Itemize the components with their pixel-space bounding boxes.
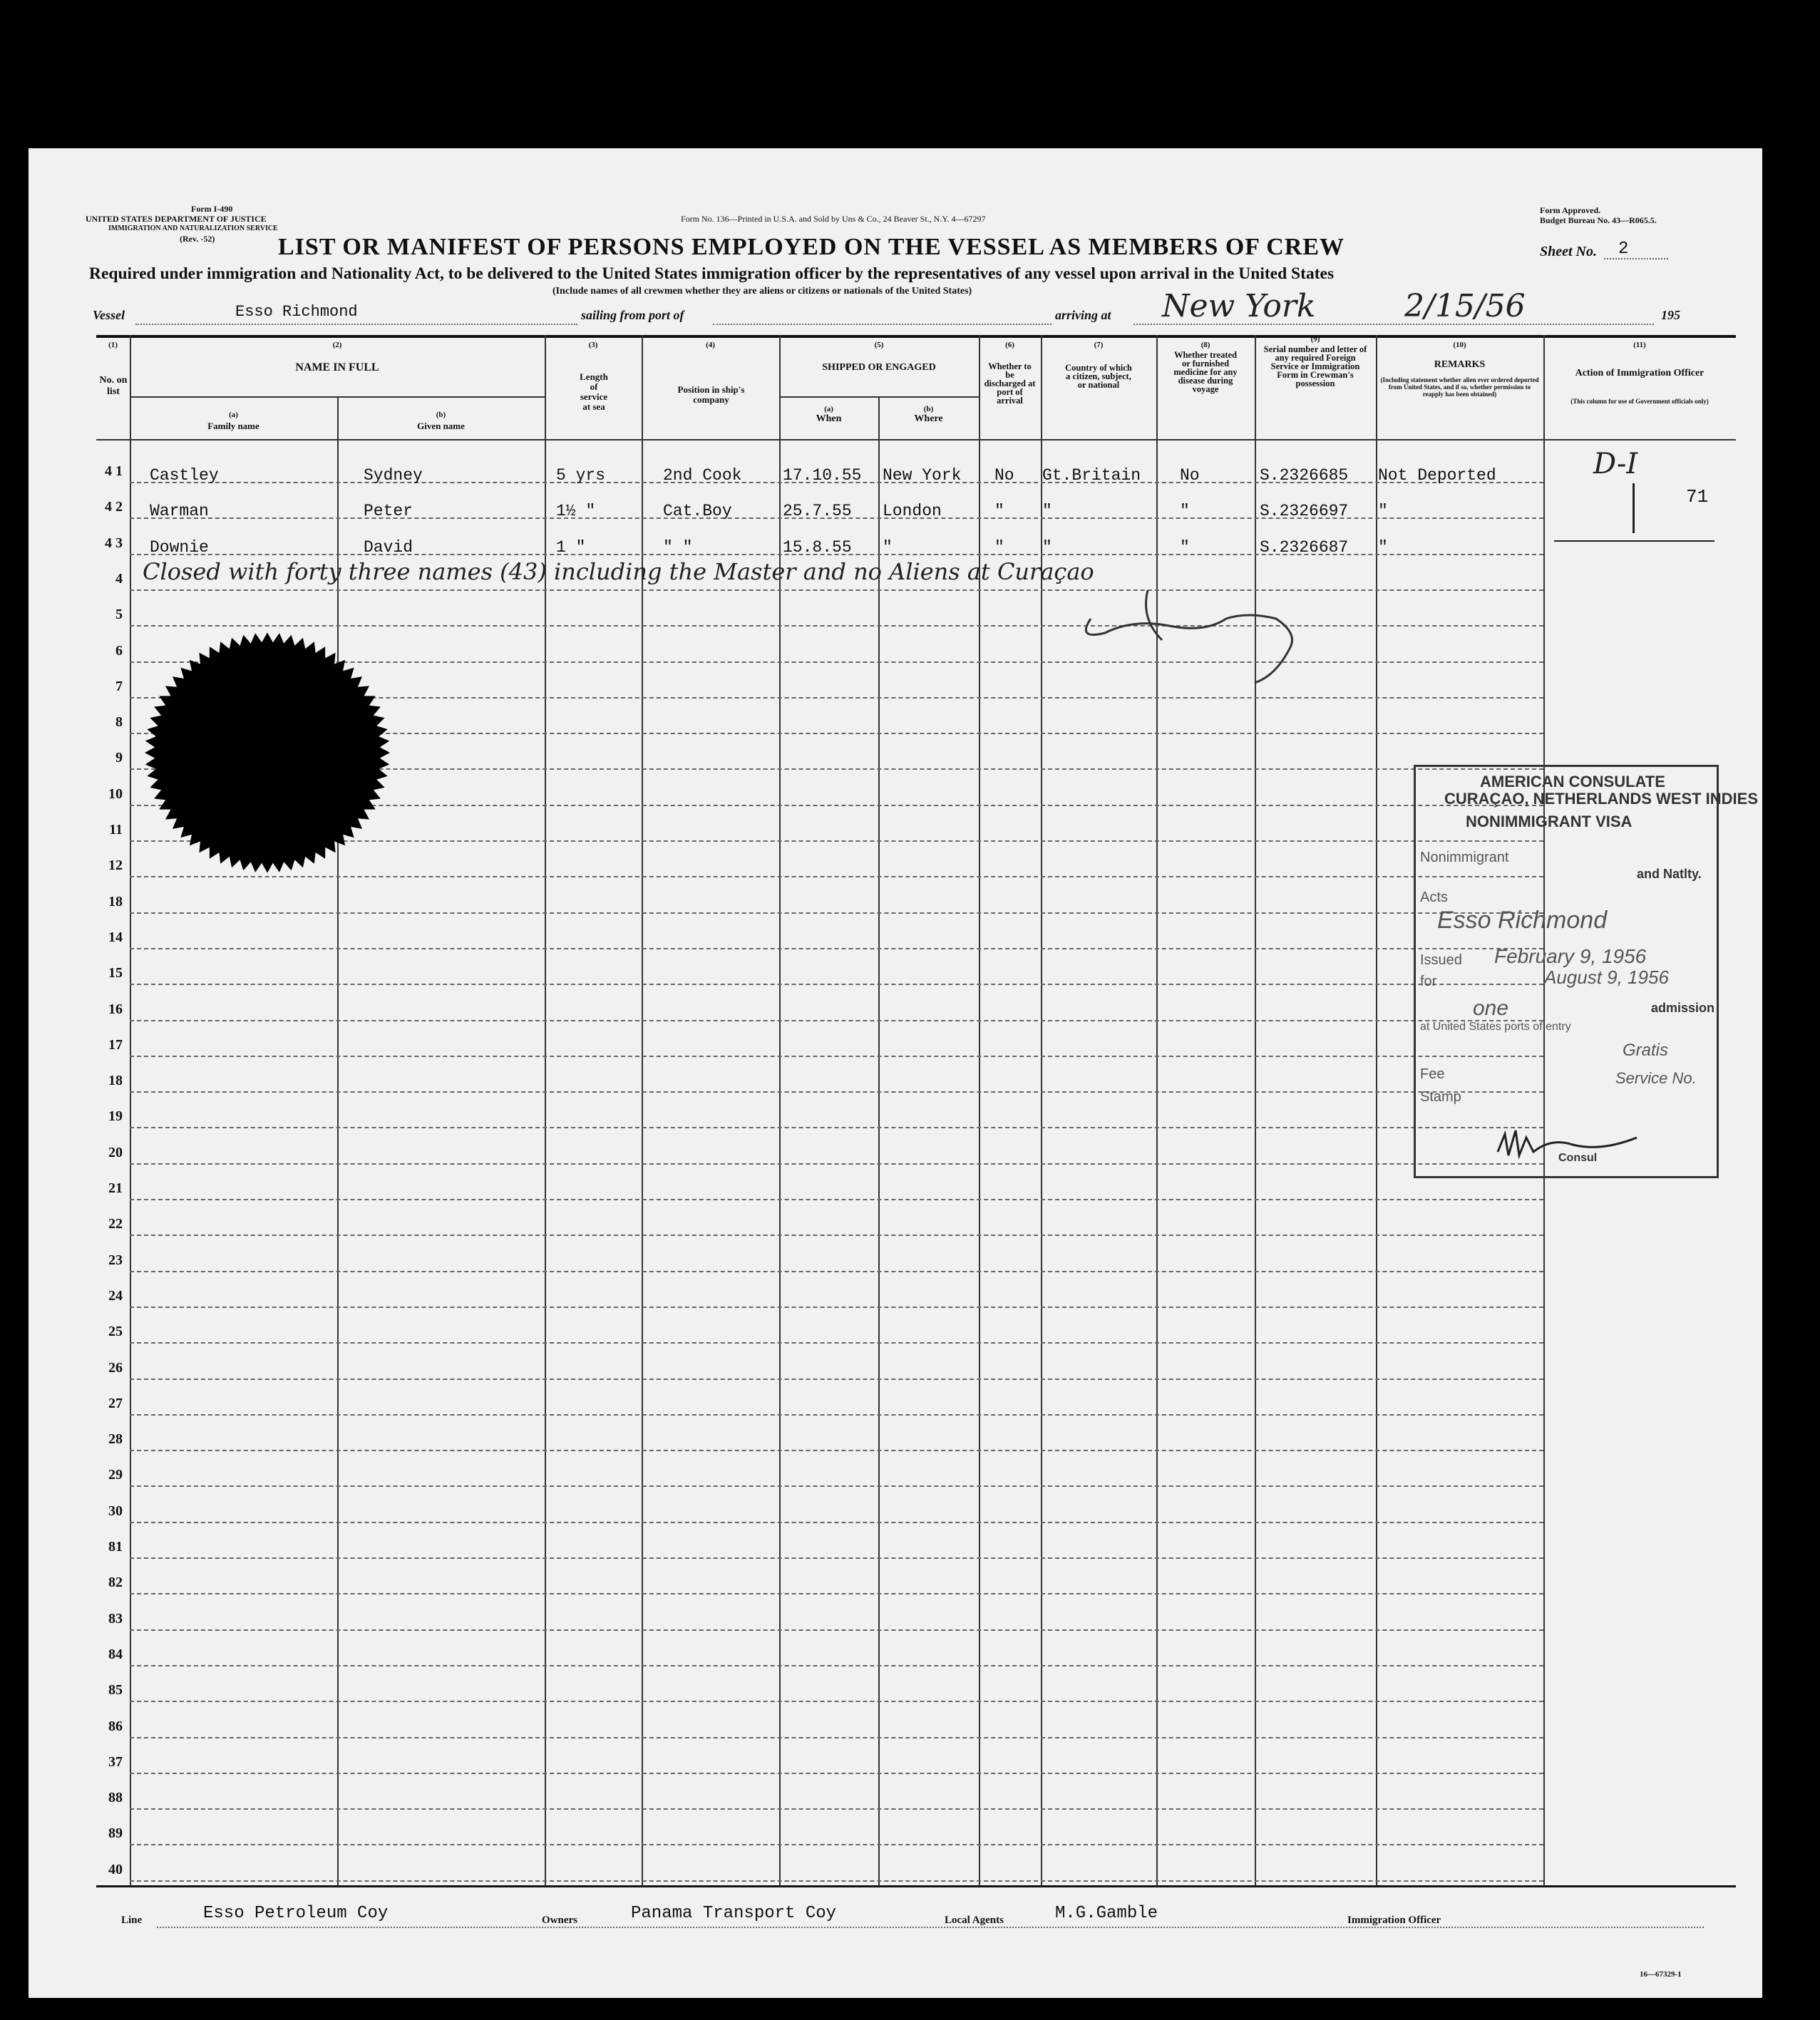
row-number: 81 <box>108 1539 123 1555</box>
officer-mark: D-I <box>1593 448 1638 480</box>
crew-remarks: Not Deported <box>1378 466 1496 485</box>
revision: (Rev. -52) <box>180 234 215 244</box>
row-line <box>130 1307 1543 1308</box>
row-number: 28 <box>108 1431 123 1448</box>
row-number: 8 <box>115 714 123 731</box>
col2a-letter: (a) <box>229 411 238 419</box>
row-number: 27 <box>108 1395 123 1411</box>
stamp-admission: admission <box>1651 1001 1715 1015</box>
col-rule <box>1156 335 1158 1886</box>
crew-when: 15.8.55 <box>783 537 852 557</box>
crew-length: 1½ " <box>556 502 596 521</box>
shipped-split-rule <box>779 396 979 398</box>
row-number: 17 <box>108 1036 123 1053</box>
crew-serial: S.2326687 <box>1260 537 1349 557</box>
crew-when: 17.10.55 <box>783 466 862 485</box>
col5-header: SHIPPED OR ENGAGED <box>822 362 936 373</box>
col6-number: (6) <box>1005 341 1014 349</box>
stamp-fee-hand: Gratis <box>1623 1041 1669 1060</box>
officer-label: Immigration Officer <box>1347 1915 1441 1926</box>
stamp-for: for <box>1420 974 1437 989</box>
row-number: 7 <box>115 678 123 694</box>
row-number: 29 <box>108 1467 123 1483</box>
budget-bureau: Budget Bureau No. 43—R065.5. <box>1540 215 1657 225</box>
col3-number: (3) <box>588 341 598 349</box>
officer-number: 71 <box>1686 486 1709 507</box>
row-line <box>130 1342 1543 1344</box>
crew-given: Sydney <box>364 466 423 485</box>
row-line <box>130 1235 1543 1236</box>
row-line <box>130 1522 1543 1523</box>
col9-header: Serial number and letter of any required Foreign Service or Immigration Form in Crewman's possession <box>1263 344 1367 388</box>
row-number: 4 <box>115 570 123 587</box>
stamp-vessel-hand: Esso Richmond <box>1437 907 1608 934</box>
row-line <box>130 912 1543 914</box>
row-number: 6 <box>115 642 123 659</box>
col11-note: (This column for use of Government officials only) <box>1570 398 1709 405</box>
row-number: 25 <box>108 1324 123 1340</box>
row-number: 18 <box>108 1073 123 1089</box>
row-number: 40 <box>108 1861 123 1877</box>
sheet-label: Sheet No. <box>1540 244 1597 259</box>
arriving-port: New York <box>1162 288 1316 324</box>
col5b-header: Where <box>914 413 943 424</box>
crew-length: 1 " <box>556 537 586 557</box>
stamp-issued-date: February 9, 1956 <box>1494 945 1647 967</box>
row-number: 5 <box>115 607 123 623</box>
col5-number: (5) <box>874 341 884 349</box>
row-line <box>130 1091 1543 1093</box>
row-line <box>130 1808 1543 1810</box>
row-line <box>130 1020 1543 1021</box>
row-number: 12 <box>108 857 123 874</box>
agency-line: UNITED STATES DEPARTMENT OF JUSTICE <box>86 214 267 224</box>
crew-discharged: " <box>994 537 1004 557</box>
crew-treated: " <box>1180 502 1190 521</box>
crew-where: " <box>883 537 893 557</box>
row-number: 21 <box>108 1180 123 1196</box>
row-number: 88 <box>108 1790 123 1806</box>
stamp-stamp: Stamp <box>1420 1089 1461 1105</box>
stamp-location: CURAÇAO, NETHERLANDS WEST INDIES <box>1444 790 1759 808</box>
crew-given: Peter <box>364 502 413 521</box>
row-line <box>130 1271 1543 1272</box>
arriving-line <box>1133 324 1654 325</box>
stamp-consulate: AMERICAN CONSULATE <box>1480 773 1665 790</box>
crew-position: " " <box>663 537 693 557</box>
col-rule <box>130 335 131 1886</box>
row-line <box>130 1557 1543 1559</box>
row-number: 30 <box>108 1503 123 1519</box>
col7-header: Country of which a citizen, subject, or national <box>1065 363 1132 390</box>
stamp-natlty: and Natlty. <box>1637 867 1702 881</box>
stamp-ports: at United States ports of entry <box>1420 1021 1571 1033</box>
col7-number: (7) <box>1094 341 1104 349</box>
crew-family: Warman <box>150 502 209 521</box>
crew-serial: S.2326685 <box>1260 466 1349 485</box>
row-number: 85 <box>108 1682 123 1699</box>
row-line <box>130 1379 1543 1380</box>
crew-treated: No <box>1180 466 1200 485</box>
col5a-letter: (a) <box>824 405 833 413</box>
col2-header: NAME IN FULL <box>295 361 379 373</box>
col5a-header: When <box>816 413 842 424</box>
stamp-fee: Fee <box>1420 1066 1445 1082</box>
col-rule <box>1255 335 1256 1886</box>
row-line <box>130 1414 1543 1416</box>
row-number: 4 3 <box>105 535 123 551</box>
col4-header: Position in ship's company <box>677 384 745 405</box>
crew-family: Castley <box>150 466 219 485</box>
row-number: 26 <box>108 1359 123 1376</box>
crew-discharged: No <box>994 466 1014 485</box>
row-number: 84 <box>108 1646 123 1662</box>
col11-number: (11) <box>1633 341 1646 349</box>
crew-treated: " <box>1180 537 1190 557</box>
stamp-nonimmigrant: Nonimmigrant <box>1420 850 1509 865</box>
row-number: 37 <box>108 1753 123 1770</box>
row-number: 22 <box>108 1216 123 1232</box>
row-number: 14 <box>108 929 123 945</box>
crew-position: Cat.Boy <box>663 502 732 521</box>
include-note: (Include names of all crewmen whether they are aliens or citizens or nationals of the United States) <box>552 286 972 297</box>
crew-remarks: " <box>1378 537 1388 557</box>
col6-header: Whether to be discharged at port of arrival <box>984 361 1036 406</box>
crew-remarks: " <box>1378 502 1388 521</box>
col-rule <box>878 398 880 1886</box>
row-line <box>130 1127 1543 1128</box>
service-line: IMMIGRATION AND NATURALIZATION SERVICE <box>108 225 278 232</box>
manifest-sheet <box>29 148 1762 1998</box>
col2a-header: Family name <box>207 421 259 431</box>
row-number: 83 <box>108 1610 123 1627</box>
agents-label: Local Agents <box>945 1915 1004 1926</box>
col11-header: Action of Immigration Officer <box>1575 368 1705 378</box>
closing-note: Closed with forty three names (43) including the Master and no Aliens at Curaçao <box>143 558 1094 585</box>
row-number: 4 1 <box>105 463 123 479</box>
form-number-left: Form I-490 <box>191 204 233 214</box>
stamp-valid-until: August 9, 1956 <box>1544 967 1669 988</box>
stamp-service-hand: Service No. <box>1615 1069 1697 1087</box>
row-number: 10 <box>108 785 123 802</box>
stamp-one: one <box>1473 996 1509 1020</box>
col2b-header: Given name <box>417 421 465 431</box>
col10-number: (10) <box>1453 341 1466 349</box>
sheet-line <box>1604 258 1668 259</box>
vessel-name: Esso Richmond <box>235 303 358 321</box>
header-rule <box>96 439 1736 440</box>
crew-country: " <box>1042 537 1052 557</box>
table-bottom-rule <box>96 1885 1736 1887</box>
row-line <box>130 1737 1543 1738</box>
arrival-date: 2/15/56 <box>1404 288 1526 324</box>
printer-note: Form No. 136—Printed in U.S.A. and Sold by Uns & Co., 24 Beaver St., N.Y. 4—67297 <box>681 214 986 224</box>
row-line <box>130 1056 1543 1057</box>
col9-number: (9) <box>1310 335 1320 344</box>
row-line <box>130 1880 1543 1882</box>
crew-country: Gt.Britain <box>1042 466 1141 485</box>
row-number: 20 <box>108 1144 123 1160</box>
row-line <box>130 1773 1543 1774</box>
col-rule <box>1376 335 1377 1886</box>
page-title: LIST OR MANIFEST OF PERSONS EMPLOYED ON THE VESSEL AS MEMBERS OF CREW <box>278 234 1345 260</box>
col1-number: (1) <box>108 341 118 349</box>
page-subtitle: Required under immigration and Nationality Act, to be delivered to the United States immigration officer by the representatives of any vessel upon arrival in the United States <box>89 264 1335 283</box>
col4-number: (4) <box>706 341 715 349</box>
row-number: 23 <box>108 1252 123 1268</box>
inspector-signature <box>1062 576 1362 690</box>
row-line <box>130 984 1543 985</box>
stamp-visa-type: NONIMMIGRANT VISA <box>1466 813 1633 830</box>
crew-where: New York <box>883 466 962 485</box>
col8-header: Whether treated or furnished medicine for any disease during voyage <box>1173 350 1238 394</box>
officer-tick <box>1633 483 1635 533</box>
row-line <box>130 1199 1543 1200</box>
stamp-issued: Issued <box>1420 952 1462 968</box>
sailing-line <box>713 324 1052 325</box>
owners-label: Owners <box>542 1915 577 1926</box>
col2-number: (2) <box>332 341 342 349</box>
stamp-consul: Consul <box>1558 1152 1598 1164</box>
row-number: 19 <box>108 1108 123 1125</box>
crew-where: London <box>883 502 942 521</box>
vessel-label: Vessel <box>93 308 125 322</box>
row-line <box>130 948 1543 949</box>
line-value: Esso Petroleum Coy <box>203 1904 389 1923</box>
officer-underline <box>1554 540 1714 542</box>
crew-length: 5 yrs <box>556 466 606 485</box>
row-line <box>130 1485 1543 1487</box>
crew-given: David <box>364 537 413 557</box>
sailing-label: sailing from port of <box>581 308 684 322</box>
row-number: 86 <box>108 1718 123 1734</box>
row-line <box>130 1163 1543 1165</box>
row-number: 11 <box>109 822 123 838</box>
crew-family: Downie <box>150 537 209 557</box>
crew-serial: S.2326697 <box>1260 502 1349 521</box>
row-line <box>130 1593 1543 1594</box>
table-top-rule <box>96 335 1736 338</box>
row-number: 4 2 <box>105 499 123 515</box>
row-number: 89 <box>108 1825 123 1842</box>
footer-line <box>157 1927 1704 1928</box>
row-number: 16 <box>108 1001 123 1017</box>
row-number: 18 <box>108 893 123 909</box>
crew-position: 2nd Cook <box>663 466 742 485</box>
row-number: 9 <box>115 750 123 766</box>
year-label: 195 <box>1661 308 1680 322</box>
owners-value: Panama Transport Coy <box>631 1904 837 1923</box>
row-line <box>130 1701 1543 1702</box>
arriving-label: arriving at <box>1055 308 1111 322</box>
agents-value: M.G.Gamble <box>1055 1904 1158 1923</box>
col8-number: (8) <box>1201 341 1210 349</box>
row-line <box>130 876 1543 877</box>
row-line <box>130 1450 1543 1451</box>
footer-code: 16—67329-1 <box>1640 1970 1682 1979</box>
line-label: Line <box>121 1915 143 1926</box>
col-rule <box>337 398 339 1886</box>
row-line <box>130 1844 1543 1845</box>
crew-country: " <box>1042 502 1052 521</box>
row-number: 24 <box>108 1287 123 1304</box>
sheet-number: 2 <box>1618 239 1629 259</box>
consular-visa-stamp <box>1414 765 1759 1178</box>
col5b-letter: (b) <box>923 405 934 413</box>
vessel-line <box>135 324 577 325</box>
col3-header: Length of service at sea <box>580 371 608 412</box>
row-line <box>130 1665 1543 1666</box>
form-approved: Form Approved. <box>1540 205 1601 215</box>
col10-header: REMARKS <box>1434 359 1486 370</box>
row-line <box>130 1629 1543 1631</box>
col10-note: (Including statement whether alien ever ordered deported from United States, and if so, whether permission to reapply has been obtained) <box>1380 376 1539 398</box>
wax-seal <box>139 632 396 874</box>
col1-header: No. on list <box>99 375 128 397</box>
row-number: 15 <box>108 965 123 981</box>
crew-discharged: " <box>994 502 1004 521</box>
crew-when: 25.7.55 <box>783 502 852 521</box>
stamp-acts: Acts <box>1420 890 1448 905</box>
name-split-rule <box>130 396 545 398</box>
row-number: 82 <box>108 1575 123 1591</box>
col2b-letter: (b) <box>436 411 446 419</box>
